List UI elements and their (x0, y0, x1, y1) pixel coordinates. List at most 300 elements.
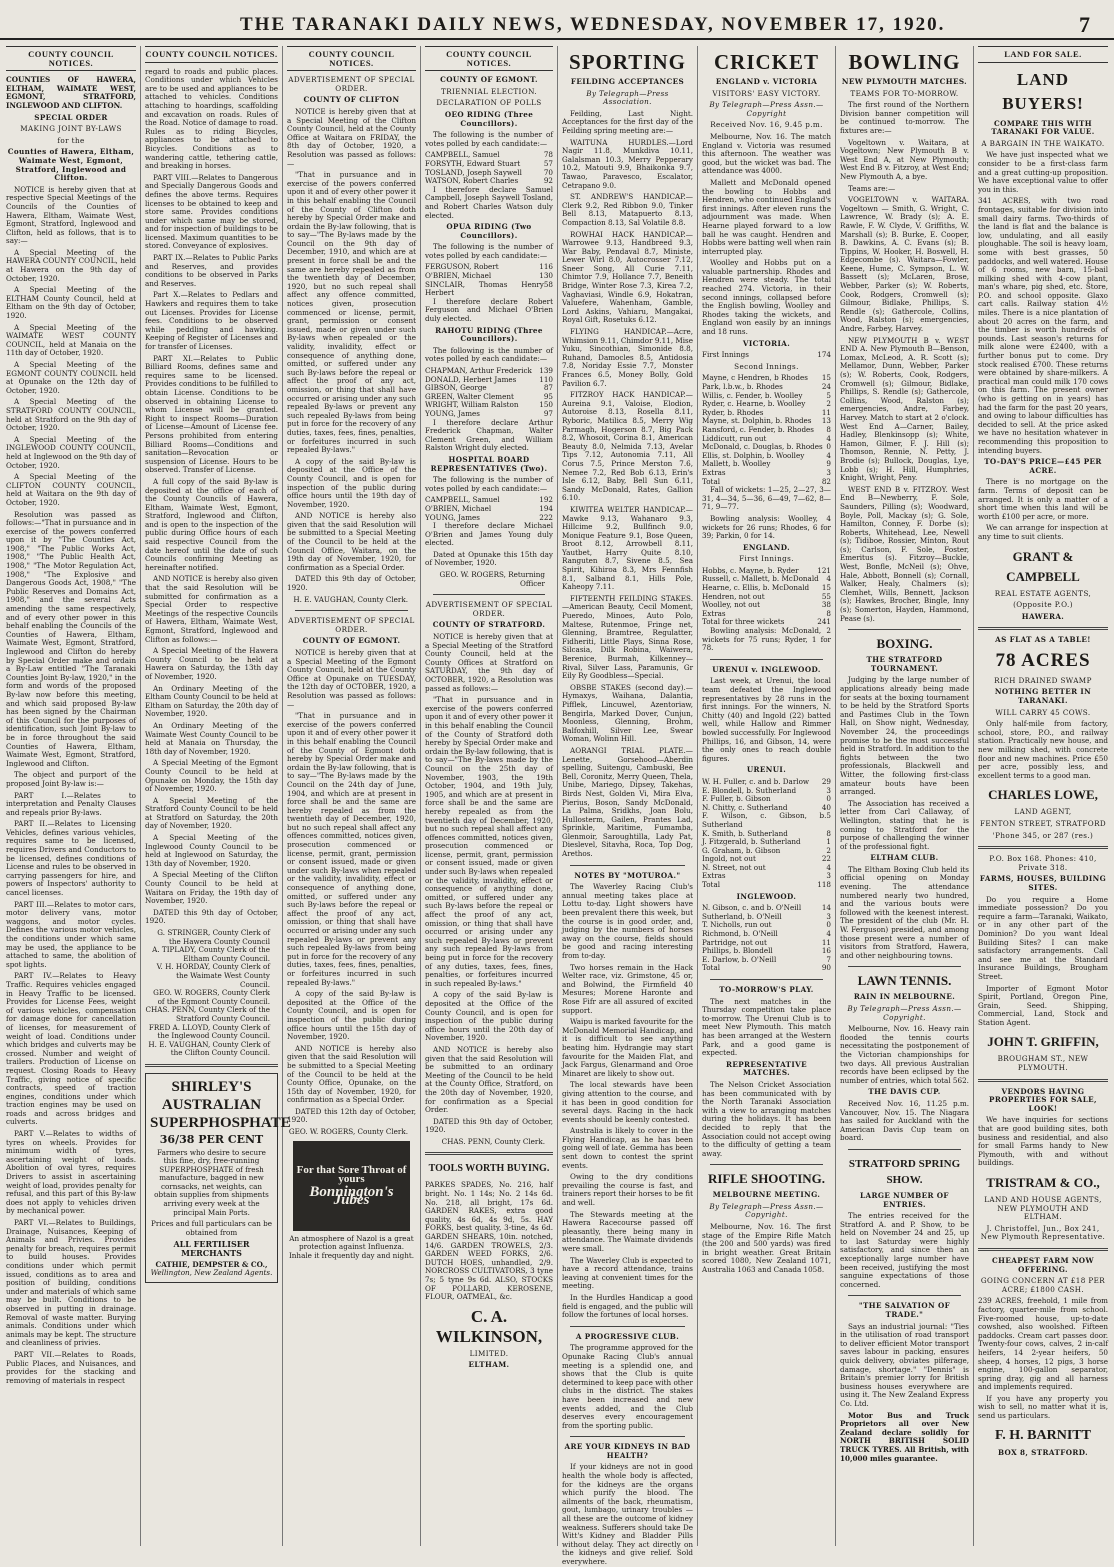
lowe-1: LAND AGENT, (1014, 807, 1072, 817)
col4-r2d: I therefore declare Robert Ferguson and Michael O'Brien duly elected. (425, 296, 553, 324)
eltham-text: The Eltham Boxing Club held its official opening on Monday evening. The attendance numbered nearly two hundred, and the various bouts were followed with the keenest interest. The president of the club (Mr. H. W. Ferguson) presided, and among those present were a number of visitors from Stratford, Hawera, and other neighbouring towns. (840, 864, 969, 960)
column-1 (2, 46, 141, 1546)
runs: 15 (821, 583, 831, 593)
bowling-club: NEW PLYMOUTH B v. WEST END A. New Plymouth B—Benson, Lomax, McLeod, A. R. Scott (s); Mellamor, Dunn, Webber, Parker (s); W. Roberts, Cook, Rodgers, Cromwell (s); Gilmour, Bidlake, Phillips, S. Rendle (s); Gathercole, Collins, Wood, Ralston (s); emergencies, Andre, Farbey, Harvey. Match to start at 2 o'clock. West End A—Carner, Bailey, Hadley, Blenkinsopp (s); White, Hamon, Gilmer, F. J. Hill (s); Thomson, Rennie, N. Petty, J. Brodie (s); Bullock, Douglas, Lye, Lobb (s); H. Hill, Humphries, Knight, Wright, Peny. (840, 335, 969, 483)
vote-count: 130 (539, 271, 553, 281)
col1-resolution: Resolution was passed as follows:—"That in pursuance and in exercise of the powers conferred upon it by "The Counties Act, 1908," "The Public Works Act, 1908," "The Public Health Act, 1908," "The Motor Regulation Act, 1908," "The Explosive and Dangerous Goods Act, 1908," "The Public Reserves and Domains Act, 1908," and the several Acts amending the same respectively, and of every other power in this behalf enabling the Councils of the Counties of Hawera, Eltham, Waimate West, Egmont, Stratford, Inglewood and Clifton do hereby by Special Order make and ordain a By-Law entitled "The Taranaki Counties Joint By-law, 1920," in the form and words of the proposed By-law now before this meeting, and which said proposed By-law has been signed by the Chairman of this Council for the purposes of identification, such Joint By-law to be in force throughout the said Counties of Hawera, Eltham, Waimate West, Egmont, Stratford, Inglewood and Clifton. (6, 509, 136, 768)
runs: 40 (821, 802, 831, 812)
signature: H. E. VAUGHAN, County Clerk of the Clifton County Council. (148, 1039, 270, 1058)
vote-count: 150 (539, 400, 553, 410)
lawn-text: Melbourne, Nov. 16. Heavy rain flooded the tennis courts necessitating the postponement of the Victorian championships for two days. All previous Australian records have been eclipsed by the number of entries, which total 562. (840, 1024, 969, 1085)
po-box: P.O. Box 168. Phones: 410, Private 318. (989, 854, 1097, 872)
column-5 (558, 46, 698, 1566)
column-4 (421, 46, 558, 1546)
runs: 7 (826, 954, 831, 964)
sport-para: KIWITEA WELTER HANDICAP.—Mawke 9.13, Wahanaro 9.3, Hillcime 9.2, Bullfinch 9.0, Monique Feature 9.1, Bose Queen, Broot 8.12, Arrowbell 8.11, Yautbet, Harry Quite 8.10, Ranguten 8.7, Sivene 8.5, Sea Spirit, Kihiroa 8.3, Mrs Fennfish 8.1, Salband 8.1, Hills Pole, Kaheopy 7.11. (562, 504, 693, 592)
land-p3: There is no mortgage on the farm. Terms of deposit can be arranged. It is only a matter of a short time when this land will be worth £100 per acre, or more. (978, 477, 1108, 521)
batsman: Hobbs, c. Mayne, b. Ryder (702, 565, 799, 575)
conf-item: A Special Meeting of the Inglewood County Council to be held at Inglewood on Saturday, the 13th day of November, 1920. (145, 833, 278, 868)
runs: 4 (826, 450, 831, 460)
land-p6: Do you require a Home immediate possession? Do you require a farm—Taranaki, Waikato, or in any other part of the Dominion? Do you want Ideal Building Sites? I can make satisfactory arrangements. Call and see me at the Standard Insurance Buildings, Brougham Street. (978, 894, 1108, 981)
batsman: F. Fuller, b. Gibson (702, 794, 771, 804)
lawn-heading: LAWN TENNIS. (857, 973, 952, 989)
col3-d1: DATED this 9th day of October, 1920. (287, 574, 416, 593)
col4-adv: ADVERTISEMENT OF SPECIAL ORDER. (425, 600, 553, 618)
farms-houses: FARMS, HOUSES, BUILDING SITES. (979, 874, 1107, 892)
part-item: PART VI.—Relates to Buildings, Drainage, Nuisances, Keeping of Animals and Privies. Provides penalty for breach, requires permit to build houses. Provides conditions under which permit issued, conditions as to area and position of building, conditions under and materials of which same may be built. Conditions to be observed in putting in drainage. Removal of waste matter. Burying animals. Conditions under which animals may be kept. The structure and cleanliness of privies. (6, 1218, 136, 1348)
vote-count: 116 (539, 262, 553, 272)
col4-cty: COUNTY OF STRATFORD. (432, 620, 546, 630)
votes-opua (425, 263, 553, 297)
bowling-intro: The first round of the Northern Division banner competition will be continued to-morrow. The fixtures are:— (840, 100, 969, 135)
bowling-fixtures: Vogeltown v. Waitara, at Vogeltown; New Plymouth B v. West End A, at New Plymouth; West End B v. Fitzroy, at West End; New Plymouth A, a bye. (840, 137, 969, 181)
column-8 (974, 46, 1112, 1546)
divider (978, 1079, 1108, 1082)
bowling-title: BOWLING (848, 50, 961, 74)
bowling-sub: NEW PLYMOUTH MATCHES. (841, 77, 968, 86)
runs: 4 (826, 862, 831, 872)
column-6 (698, 46, 836, 1546)
sport-para: ROWHAI HACK HANDICAP.—Warrowee 9.13, Handbreed 9.3, War Baby, Pendaval 8.7, Ministe, Lewer Wirl 8.0, Autocrosser 7.12, Sneer Song, All Curie 7.11, Chimtor 7.9, Hollance 7.7, Beneith Bridge, Winter Rose 7.3, Kirea 7.2, Vaghaviasi, Windle 6.9, Hokatran, Valuefere, Wahenham, Gamble, Lord Askins, Vahiaru, Mangakai, Royal Gift, Rosetuks 6.12. (562, 229, 693, 325)
votes-oeo (425, 151, 553, 185)
vendors-heading: VENDORS HAVING PROPERTIES FOR SALE, LOOK! (989, 1086, 1097, 1113)
cricket-by: By Telegraph—Press Assn.—Copyright (709, 100, 824, 118)
col2-copy: A full copy of the said By-law is deposited at the office of each of the County Councils of Hawera, Eltham, Waimate West, Egmont, Stratford, Inglewood and Clifton, and is open to the inspection of the public during Office hours of each said respective Council from the date hereof until the date of such Councils confirming Meeting as hereinafter notified. (145, 476, 278, 572)
meeting-item: A Special Meeting of the EGMONT COUNTY COUNCIL held at Opunake on the 12th day of October, 1920. (6, 360, 136, 395)
part-item: PART XI.—Relates to Public Billiard Rooms, defines same and requires same to be licensed. Provides conditions to be fulfilled to obtain License. Conditions to be observed in obtaining License to whom License will be granted. Right to inspect Rooms—Duration of License—Amount of License fee. Persons prohibited from entering Billiard Rooms—Conditions and sanitation—Revocation or suspension of License. Hours to be observed. Transfer of License. (145, 353, 278, 475)
vote-count: 110 (539, 374, 553, 384)
signature: GEO. W. ROGERS, County Clerk of the Egmont County Council. (153, 988, 270, 1006)
part-item: PART IX.—Relates to Public Parks and Reserves, and provides conditions to be observed in Parks and Reserves. (145, 253, 278, 288)
note-para: Two horses remain in the Hack Welter race, viz. Grimstone, 45 or, and Bolwind, the Firmfield 40 Mesures; Morene Haronte and Rose Fifr are all assured of excited support. (562, 962, 693, 1015)
candidate: CAMPBELL, Samuel (425, 495, 500, 505)
ad-merchants: ALL FERTILISER MERCHANTS (173, 1239, 250, 1259)
eltham-heading: ELTHAM CLUB. (870, 853, 939, 863)
show-text: The entries received for the Stratford A. and P. Show, to be held on November 24 and 25, up to last Saturday were highly satisfactory, and since then an exceptionally large number have been received, justifying the most sanguine expectations of those concerned. (840, 1211, 969, 1289)
land-p1: We have just inspected what we consider to be a first-class farm and a great cutting-up proposition. We have exceptional value to offer you in this. (978, 150, 1108, 194)
candidate: FORSYTH, Edward Stuart (425, 158, 521, 168)
col3-n2: NOTICE is hereby given that at a Special Meeting of the Egmont County Council, held at the County Office at Opunake on TUESDAY, the 12th day of OCTOBER, 1920, a Resolution was passed as follows:— (287, 648, 416, 709)
bargain-line: A BARGAIN IN THE WAIKATO. (981, 138, 1105, 148)
col3-c1: A copy of the said By-law is deposited at the Office of the County Council, and is open for inspection of the public during office hours until the 19th day of November, 1920. (287, 456, 416, 509)
vote-count: 78 (543, 150, 553, 160)
rep-heading: REPRESENTATIVE MATCHES. (725, 1059, 808, 1078)
score-row (702, 964, 831, 973)
bowling-club: WEST END B v. FITZROY. West End B—Newberry, F. Sole, Saunders, Pilling (s); Woodward, Boyle, Poll, Mackay (s); G. Sole, Hamilton, Conney, F. Dorbe (s); Roberts, Whitehead, Lee, Newell (s); Tidiboe, Rossier, Minton, Rout (s); Carlson, F. Sole, Foster, Emeritus (s). Fitzroy—Buckle, West, Bonfle, McNeil (s); Ohve, Hale, Abbott, Bonnell (s); Cornall, Walker, Healy, Chalmers (s); Clemhet, Wills, Bennett, Jackson (s); Hawkes, Brocher, Bingle, Inny (s); Somerton, Hayden, Hammond, Pease (s). (840, 484, 969, 623)
divider (425, 1152, 553, 1155)
land-buyers: LAND BUYERS! (1002, 69, 1084, 113)
land-p9: 239 ACRES, freehold, 1 mile from factory, quarter-mile from school. Five-roomed house, up-to-date cowshed, also woolshed. Fifteen paddocks. Cream cart passes door. Twenty-four cows, calves, 2 in-calf heifers, 14 2-year heifers, 50 sheep, 4 horses, 12 pigs, 3 horse engine, 100-gallon separator, spring dray, gig and all harness and implements required. (978, 1296, 1108, 1392)
lawn-by: By Telegraph—Press Assn.—Copyright. (847, 1004, 962, 1022)
lowe-2: FENTON STREET, STRATFORD (979, 819, 1107, 828)
col1-forthe: for the (57, 135, 85, 145)
batsman: Hearne, c. Ellis, b. McDonald (702, 583, 810, 593)
salvation-heading: "THE SALVATION OF TRADE." (858, 1301, 951, 1320)
candidate: WATSON, Robert Charles (425, 176, 519, 186)
signature: A. TIPLADY, County Clerk of the Eltham County Council. (152, 945, 270, 963)
divider (978, 846, 1108, 849)
runs: 4 (826, 929, 831, 939)
col3-adv2: ADVERTISEMENT OF SPECIAL ORDER. (288, 616, 415, 634)
col4-n: NOTICE is hereby given that at a Special Meeting of the Stratford County Council, held at the County Offices at Stratford on SATURDAY, the 9th day of OCTOBER, 1920, a Resolution was passed as follows:— (425, 632, 553, 693)
runs: 118 (817, 880, 831, 890)
part-item: Part X.—Relates to Pedlars and Hawkers and requires them to take out Licenses. Provides for License fees. Conditions to be observed while peddling and hawking. Keeping of Register of Licenses and for transfer of Licenses. (145, 290, 278, 351)
wilkinson-town: ELTHAM. (468, 1360, 510, 1370)
runs: 82 (821, 476, 831, 486)
col3-n1: NOTICE is hereby given that at a Special Meeting of the Clifton County Council, held at the County Office at Waitara on FRIDAY, the 8th day of October, 1920, a Resolution was passed as follows:— (287, 106, 416, 168)
land-p4: We can arrange for inspection at any time to suit clients. (978, 523, 1108, 541)
batsman: Ryder, b. Rhodes (702, 407, 764, 417)
divider (570, 1326, 685, 1327)
signature: GEO. W. ROGERS, Returning Officer (439, 570, 545, 588)
score-row (702, 351, 831, 360)
show-heading: STRATFORD SPRING SHOW. (848, 1157, 961, 1186)
col4-votes-note: The following is the number of votes polled by each candidate:— (425, 475, 553, 493)
conf-item: A Special Meeting of the Stratford County Council to be held at Stratford on Saturday, the 20th day of November, 1920. (145, 795, 278, 831)
runs: 14 (821, 903, 831, 913)
tools-heading: TOOLS WORTH BUYING. (428, 1163, 550, 1175)
sporting-by: By Telegraph—Press Association. (586, 88, 669, 107)
divider (710, 979, 823, 980)
cows: WILL CARRY 45 COWS. (995, 707, 1091, 717)
batsman: N. Gibson, c. and b. O'Neill (702, 903, 802, 913)
grant-campbell: GRANT & CAMPBELL (1006, 548, 1080, 584)
runs: 29 (821, 776, 831, 786)
kidney-heading: ARE YOUR KIDNEYS IN BAD HEALTH? (564, 1442, 691, 1460)
acres-sub: RICH DRAINED SWAMP (994, 675, 1092, 685)
note-para: Australia is likely to cover in the Flying Handicap, as he has been going well of late. Gemma has been sent down to contest the sprint events. (562, 1126, 693, 1170)
conf-item: An Ordinary Meeting of the Eltham County Council to be held at Eltham on Saturday, the 20th day of November, 1920. (145, 683, 278, 719)
batsman: Ingold, not out (702, 854, 756, 864)
col3-a2: AND NOTICE is hereby also given that the said Resolution will be submitted to a Special Meeting of the Council to be held at the County Office, Opunake, on the 15th day of November, 1920, for confirmation as a Special Order. (287, 1043, 416, 1105)
divider (145, 1064, 278, 1067)
ad-percent: 36/38 PER CENT (159, 1132, 264, 1146)
runs: 3 (826, 785, 831, 795)
col3-heading: COUNTY COUNCIL NOTICES. (287, 46, 416, 71)
jubes-ad-brand: Bonnington's Jubes (309, 1183, 394, 1209)
divider (570, 1436, 685, 1437)
jubes-ad-image (293, 1141, 410, 1231)
col4-oeo: OEO RIDING (Three Councillors). (444, 109, 534, 128)
columns (2, 46, 1112, 1566)
part-item: PART VIII.—Relates to Dangerous and Specially Dangerous Goods and defines the above terms. Requires licenses to be obtained to keep and store same. Provides conditions under which same may be stored, and for inspection of buildings to be licensed. Maximum quantities to be stored. Conveyance of explosives. (145, 172, 278, 251)
eng-bowling: Bowling analysis: McDonald, 2 wickets for 75 runs; Ryder, 1 for 78. (702, 626, 831, 653)
runs: 0 (826, 442, 831, 452)
masthead (0, 14, 1114, 40)
vic-heading: VICTORIA. (742, 338, 791, 348)
batsman: Russell, c. Mallett, b. McDonald (702, 574, 819, 584)
signature: G. STRINGER, County Clerk of the Hawera County Council (157, 928, 270, 946)
batsman: G. Graham, b. Gibson (702, 845, 781, 855)
note-para: The Stewards meeting at the Hawera Racecourse passed off pleasantly, there being many in attendance. The Waimate dividends were small. (562, 1209, 693, 1253)
batsman: Phillips, b. Blondell (702, 946, 773, 956)
batsman: Richmond, b. O'Neill (702, 929, 778, 939)
fall-of-wickets: Fall of wickets: 1—25, 2—27, 3—31, 4—34, 5—36, 6—49, 7—62, 8—71, 9—77. (702, 485, 831, 512)
divider (848, 1295, 961, 1296)
candidate: YOUNG, James (425, 408, 480, 418)
votes-hospital (425, 496, 553, 522)
urenui-scores (702, 778, 831, 890)
batsman: Total (702, 476, 721, 486)
col4-declaration: DECLARATION OF POLLS (436, 98, 542, 108)
batsman: Partridge, not out (702, 937, 767, 947)
col4-votes-note: The following is the number of votes polled by each candidate:— (425, 345, 553, 364)
col3-c2: A copy of the said By-law is deposited at the Office of the County Council, and is open for inspection of the public during office hours until the 15th day of November, 1920. (287, 989, 416, 1042)
jubes-ad-line1: For that Sore Throat of yours (296, 1164, 407, 1186)
cricket-title: CRICKET (713, 50, 820, 74)
runs: 55 (821, 591, 831, 601)
note-para: The Waverley Racing Club's annual meeting takes place at Lottu to-day. Light showers have been prevalent there this week, but the course is in good order, and, judging by the numbers of horses away on the course, fields should be good and racing interesting from to-day. (562, 882, 693, 960)
eng-innings (702, 567, 831, 627)
candidate: FERGUSON, Robert (425, 262, 499, 272)
vote-row (425, 281, 553, 298)
kidney-text: If your kidneys are not in good health the whole body is affected, for the kidneys are the organs which purify the blood. The ailments of the back, rheumatism, gout, lumbago, urinary troubles — all these are the outcome of kidney weakness. Sufferers should take De Witt's Kidney and Bladder Pills without delay. They act directly on the kidneys and give relief. Sold everywhere. (562, 1462, 693, 1566)
signature: V. H. HORDAY, County Clerk of the Waimate West County Council. (156, 962, 270, 989)
col4-votes-note: The following is the number of votes polled by each candidate:— (425, 242, 553, 260)
sporting-title: SPORTING (569, 50, 686, 74)
sport-para: ST. ANDREW'S HANDICAP.—Clerk 9.2, Red Ribbon 9.0, Tinker Bell 8.13, Matapuerto 8.13, Compaction 8.13, Sal Volatile 8.8. (562, 192, 693, 227)
vote-count: 87 (543, 383, 553, 393)
vic-second-heading: Second Innings. (734, 361, 799, 371)
vote-count: 194 (539, 503, 553, 513)
urenui-para: Last week, at Urenui, the local team defeated the Inglewood representatives by 28 runs in the first innings. For the winners, N. Chitty (40) and Ingold (22) batted well, while Hallow and Rimmer bowled successfully. For Inglewood Phillips, 16, and Gibson, 14, were the only ones to reach double figures. (702, 676, 831, 763)
col1-special: SPECIAL ORDER (34, 112, 108, 122)
rifle-by: By Telegraph—Press Assn.—Copyright. (709, 1201, 824, 1220)
sport-para: OBSBE STAKES (second day).—Hymaxys, Waihana, Dalantia, Pifflek, Lincuwel, Azentoriaw, Bengirla, Marked Dover, Cunjun, Moonless, Glenning, Brohm, Balfoxhill, Silver Lee, Swear Woman, Wolinn Hill. (562, 682, 693, 744)
vote-count: 95 (543, 391, 553, 401)
batsman: N. Street, not out (702, 862, 766, 872)
batsman: Mayne, c Hendren, b Rhodes (702, 373, 808, 383)
col4-hospital: HOSPITAL BOARD REPRESENTATIVES (Two). (430, 454, 548, 473)
runs: 2 (826, 845, 831, 855)
col4-county: COUNTY OF EGMONT. (440, 75, 538, 85)
meeting-item: A Special Meeting of the INGLEWOOD COUNTY COUNCIL, held at Inglewood on the 9th day of October, 1920. (6, 434, 136, 470)
col3-q2: "That in pursuance and in exercise of the powers conferred upon it and of every other power it in this behalf enabling the Council of the County of Egmont doth hereby by Special Order make and ordain the By-law following, that is to say—"The By-laws made by the Council on the 24th day of June, 1904, and which are at present in force shall be and the same are hereby repealed as from the twentieth day of December, 1920, but no such repeal shall affect any offences committed, notices given, prosecution commenced or license, permit, grant, permission or consent issued, made or given under such By-laws when repealed or the validity, invalidity, effect or consequence of anything done, omitted, or suffered under any such By-laws before the repeal or affect the proof of any act, omission, or thing that shall have occurred or arising under any such repealed By-laws or prevent any such repealed By-laws from being put in force for the recovery of any duties, taxes, fees, fines, penalties, or forfeitures incurred in such repealed By-laws." (287, 711, 416, 987)
col3-adv1: ADVERTISEMENT OF SPECIAL ORDER. (288, 75, 415, 93)
score-row (702, 956, 831, 965)
batsman: Sutherland, b. O'Neill (702, 911, 782, 921)
batsman: Liddicutt, run out (702, 433, 767, 443)
col1-heading: COUNTY COUNCIL NOTICES. (6, 46, 136, 71)
divider (978, 627, 1108, 630)
col2-heading: COUNTY COUNCIL NOTICES. (145, 46, 278, 63)
signature: GEO. W. ROGERS, County Clerk. (288, 1127, 408, 1137)
grant-campbell-2: (Opposite P.O.) (1013, 600, 1073, 610)
signature: CHAS. PENN, County Clerk of the Stratford County Council. (145, 1005, 270, 1023)
masthead-title: THE TARANAKI DAILY NEWS, WEDNESDAY, NOVEMBER 17, 1920. (240, 14, 946, 35)
vote-count: 139 (539, 366, 553, 375)
cricket-para: Mallett and McDonald opened the bowling to Hobbs and Hendren, who continued England's first innings. After eleven runs the adjournment was made. When Hearne played forward to a low ball he was caught. Hendren and Hobbs were batting well when rain interrupted play. (702, 177, 831, 256)
col3-q1: "That in pursuance and in exercise of the powers conferred upon it and of every other power it in this behalf enabling the Council of the County of Clifton doth hereby by Special Order make and ordain the By-law following, that is to say—"The By-laws made by the Council on the 9th day of December, 1910, and which are at present in force shall be and the same are hereby repealed as from the twentieth day of December, 1920, but no such repeal shall affect any offence committed, notices given, prosecution commenced or license, permit, grant, permission or consent issued, made or given under such By-laws when repealed or the validity, invalidity, effect or consequence of anything done, omitted, or suffered under any such By-laws before the repeal or affect the proof of any act, omission, or thing that shall have occurred or arising under any such repealed By-laws or prevent any such repealed By-laws from being put in force for the recovery of any duties, taxes, fees, fines, penalties, or forfeitures incurred in such repealed By-laws." (287, 170, 416, 455)
cheapest-farm: CHEAPEST FARM NOW OFFERING. (992, 1255, 1094, 1274)
batsman: F. Wilson, c. Gibson, b. Sutherland (702, 811, 827, 829)
part-item: PART III.—Relates to motor cars, motor delivery vans, motor waggons, and motor cycles. Defines the various motor vehicles, the conditions under which same may be used, the appliance to be attached to same, the abolition of spot lights. (6, 899, 136, 969)
divider (433, 594, 545, 595)
grant-campbell-1: REAL ESTATE AGENTS, (994, 588, 1092, 598)
col3-county2: COUNTY OF EGMONT. (302, 636, 401, 646)
divider (710, 659, 823, 660)
col4-opua: OPUA RIDING (Two Councillors). (446, 222, 532, 240)
tomorrow-heading: TO-MORROW'S PLAY. (719, 985, 814, 994)
batsman: Extras (702, 467, 726, 477)
batsman: McDonald, c. Douglas, b. Rhodes (702, 442, 823, 452)
divider (848, 629, 961, 630)
col4-c: A copy of the said By-law is deposited at the Office of the County Council, and is open for inspection of the public during office hours until the 20th day of November, 1920. (425, 990, 553, 1043)
meeting-item: A Special Meeting of the ELTHAM County Council, held at Eltham on the 9th day of October, 1920. (6, 285, 136, 321)
batsman: Ransford, c. Fender, b. Rhodes (702, 424, 814, 434)
runs: 16 (821, 946, 831, 956)
batsman: K. Smith, b. Sutherland (702, 828, 788, 838)
candidate: GREEN, Walter Clement (425, 391, 514, 401)
vote-count: 92 (543, 176, 553, 186)
progressive-heading: A PROGRESSIVE CLUB. (575, 1331, 680, 1341)
col1-joint: MAKING JOINT BY-LAWS (20, 124, 122, 134)
column-7 (836, 46, 974, 1546)
bowling-sub2: TEAMS FOR TO-MORROW. (850, 88, 959, 98)
bowling-teams-label: Teams are:— (848, 183, 896, 193)
boxing-para: Judging by the large number of applications already being made for seats at the boxing tournament to be held by the Stratford Sports and Pastimes Club in the Town Hall, on Show night, Wednesday, November 24, the proceedings promise to be the most successful held in Stratford. In addition to the fights between the two professionals, Blackwell and Witter, the following first-class amateur bouts have been arranged. (840, 675, 969, 797)
note-para: The Waverley Club is expected to have a record attendance, trains leaving at convenient times for the meeting. (562, 1255, 693, 1291)
land-p5: Only half-mile from factory, school, store, P.O., and railway station. Practically new house, and new milking shed, with concrete floor and new machines. Price £50 per acre, possibly less, and excellent terms to a good man. (978, 719, 1108, 780)
column-3 (283, 46, 421, 1546)
griffin-addr: BROUGHAM ST., NEW PLYMOUTH. (997, 1054, 1089, 1073)
runs: 5 (826, 811, 831, 821)
meeting-item: A Special Meeting of the HAWERA COUNTY COUNCIL, held at Hawera on the 9th day of October, 1920. (6, 247, 136, 283)
todays-price: TO-DAY'S PRICE—£45 PER ACRE. (984, 457, 1102, 475)
runs: 3 (826, 467, 831, 477)
batsman: N. Chitty, c. Sutherland (702, 802, 788, 812)
sport-para: FITZROY HACK HANDICAP.—Aureina 9.1, Valoise, Elodion, Autoroise 8.13, Rosella 8.11, Ryboric, Matilica 8.5, Merry Wig Parmagh, Hogerson 8.7, Big Pack 8.2, Whosoit, Corina 8.1, American Beauty 8.0, Nelmida 7.13, Avelar Tips 7.12, Autonomia 7.11, All Corus 7.5, Prince Merston 7.6, Nemee 7.2, Red Bob 6.13, Erin's Isle 6.12, Baby, Bell Sun 6.11, Sandy McDonald, Rates, Gallion 6.10. (562, 390, 693, 503)
batsman: E. Darlow, b. O'Neill (702, 954, 777, 964)
cricket-para: Melbourne, Nov. 16. The match England v. Victoria was resumed this afternoon. The weather was good, but the wicket was bad. The attendance was 4000. (702, 131, 831, 176)
batsman: Extras (702, 608, 726, 618)
col2-dated: DATED this 9th day of October, 1920. (145, 907, 278, 926)
divider (848, 1149, 961, 1150)
sport-para: WAITUNA HURDLES.—Lord Nagir 11.8, Munkdiva 10.11, Galalsman 10.3, Merry Pepperary 10.2, Matouti 9.9, Bhaikonka 9.7, Tawao, Paravesco, Escalator, Cetrapano 9.0. (562, 137, 693, 190)
batsman: Mayne, st. Dolphin, b. Rhodes (702, 416, 812, 426)
ad-agent: CATHIE, DEMPSTER & CO., (155, 1259, 268, 1269)
eng-sub: First Innings. (739, 554, 794, 564)
cricket-sub2: VISITORS' EASY VICTORY. (712, 88, 821, 98)
boxing-sub: THE STRATFORD TOURNAMENT. (866, 655, 943, 673)
batsman: Total (702, 963, 721, 973)
ad-body2: Prices and full particulars can be obtained from (150, 1219, 273, 1237)
bowling-club: VOGELTOWN v. WAITARA. Vogeltown — Smith, G. Wright, C. Lawrence, W. Brady (s); A. E. Rawle, F. W. Clyde, V. Griffiths, W. Marshall (s); B. Burke, E. Cooper, B. Dawkins, A. C. Evans (s); B. Tippins, W. Hooker, H. Boswell, H. Edgecombe (s). Waitara—Fowler, Keene, Hume, C. Sympson, L. W. Bassett (s); McLaren, Brose, Webber, Parker (s); W. Roberts, Cook, Rodgers, Cromwell (s); Gilmour, Bidlake, Phillips, S. Rendle (s); Gathercole, Collins, Wood, Ralston (s); emergencies, Andre, Farbey, Harvey. (840, 195, 969, 334)
divider (295, 610, 408, 611)
rep-text: The Nelson Cricket Association has been communicated with by the North Taranaki Association with a view to arranging matches during the holidays. It has been decided to reply that the Association could not accept owing to the difficulty of getting a team away. (702, 1079, 831, 1158)
vote-count: 70 (543, 167, 553, 177)
runs: 9 (826, 459, 831, 469)
col4-a: AND NOTICE is hereby also given that the said Resolution will be submitted to an ordinary Meeting of the Council to be held at the County Office, Stratford, on the 20th day of November, 1920, for confirmation as a Special Order. (425, 1044, 553, 1115)
runs: 3 (826, 871, 831, 881)
bowling-analysis: Bowling analysis: Woolley, 4 wickets for 26 runs; Rhodes, 6 for 39; Parkin, 0 for 14. (702, 513, 831, 541)
batsman: Extras (702, 871, 726, 881)
land-p10: If you have any property you wish to sell, no matter what it is, send us particulars. (978, 1393, 1108, 1421)
vote-count: 222 (539, 512, 553, 522)
col1-notice: NOTICE is hereby given that at respective Special Meetings of the Councils of the Counties of Hawera, Eltham, Waimate West, Egmont, Stratford, Inglewood and Clifton, held as follows, that is to say:— (6, 184, 136, 246)
runs: 38 (821, 600, 831, 610)
col2-cont: regard to roads and public places. Conditions under which Vehicles are to be used and appliances to be attached to vehicles. Conditions attaching to hoardings, scaffolding and excavation on roads. Rules of the Road. Notice of damage to road. Rules as to riding Bicycles, appliances to be attached to Bicycles. Conditions as to wandering cattle, tethering cattle, and breaking in horses. (145, 66, 278, 171)
col3-county1: COUNTY OF CLIFTON (303, 95, 400, 105)
batsman: Total for three wickets (702, 617, 785, 627)
runs: 15 (821, 373, 831, 383)
tristram-1: LAND AND HOUSE AGENTS, NEW PLYMOUTH AND ELTHAM. (984, 1195, 1102, 1222)
runs: 24 (821, 382, 831, 391)
batsman: Park, l.b.w., b. Rhodes (702, 382, 783, 391)
col3-a1: AND NOTICE is hereby also given that the said Resolution will be submitted to a Special Meeting of the Council to be held at the Council Office, Waitara, on the 19th day of November, 1920, for confirmation as a Special Order. (287, 511, 416, 572)
candidate: GIBSON, George (425, 383, 487, 393)
score-row (702, 881, 831, 890)
boxing-para: The Association has received a letter from Carl Callaway, of Wellington, stating that he is coming to Stratford for the purpose of challenging the winner of the professional fight. (840, 798, 969, 851)
col1-counties: Counties of Hawera, Eltham, Waimate West, Egmont, Stratford, Inglewood and Clifton. (7, 147, 135, 183)
vote-count: 97 (543, 408, 553, 418)
candidate: YOUNG, James (425, 512, 480, 522)
runs: 11 (821, 937, 831, 947)
runs: 22 (821, 854, 831, 864)
urenui-heading: URENUI v. INGLEWOOD. (712, 664, 821, 674)
signature: FRED A. LLOYD, County Clerk of the Inglewood County Council. (148, 1022, 270, 1041)
col4-votes-note: The following is the number of votes polled by each candidate:— (425, 130, 553, 148)
conf-item: A Special Meeting of the Hawera County Council to be held at Hawera on Saturday, the 13th day of November, 1920. (145, 646, 278, 681)
tristram: TRISTRAM & CO., (986, 1175, 1100, 1190)
batsman: Total (702, 880, 721, 890)
superphosphate-ad (145, 1073, 291, 1283)
vic-first (702, 351, 831, 360)
barnitt-box: BOX 8, STRATFORD. (997, 1447, 1089, 1457)
batsman: Hendren, not out (702, 591, 765, 601)
divider (978, 1248, 1108, 1251)
progressive-text: The programme approved for the Opunake Racing Club's annual meeting is a splendid one, and shows that the Club is quite determined to keep pace with other clubs in the district. The stakes have been increased and new events added, and the Club deserves every encouragement from the sporting public. (562, 1343, 693, 1430)
meeting-item: A Special Meeting of the WAIMATE WEST COUNTY COUNCIL, held at Manaia on the 11th day of October, 1920. (6, 322, 136, 358)
compare-line: COMPARE THIS WITH TARANAKI FOR VALUE. (991, 118, 1095, 137)
vote-count: 57 (543, 158, 553, 168)
barnitt: F. H. BARNITT (995, 1427, 1091, 1443)
rifle-sub: MELBOURNE MEETING. (712, 1190, 821, 1200)
eng-heading: ENGLAND. (742, 542, 791, 552)
column-2 (141, 46, 291, 1546)
col4-rahotu: RAHOTU RIDING (Three Councillors). (435, 325, 543, 344)
runs: 0 (826, 794, 831, 804)
inglewood-scores (702, 904, 831, 973)
runs: 121 (817, 565, 831, 575)
motor-text: Motor Bus and Truck Proprietors all over New Zealand declare solidly for NORTH BRITISH SOLID TRUCK TYRES. All British, with 10,000 miles guarantee. (840, 1410, 969, 1463)
flat-table: AS FLAT AS A TABLE! (995, 635, 1091, 645)
candidate: WRIGHT, William Ralston (425, 400, 519, 410)
john-griffin: JOHN T. GRIFFIN, (987, 1034, 1099, 1050)
batsman: E. Blondell, b. Sutherland (702, 785, 797, 795)
part-item: PART IV.—Relates to Heavy Traffic. Requires vehicles engaged in Heavy Traffic to be licensed. Provides for License Fees, weight of various vehicles, compensation for damage done for cancellation of licenses, for measurement of weight of load. Conditions under which bridges and culverts may be crossed. Number and weight of trailers. Production of License on request. Closing Roads to Heavy Traffic, giving notice of specific contracts, speed of traction engines, conditions under which traction engines may be used on roads and across bridges and culverts. (6, 971, 136, 1127)
ad-title: SHIRLEY'S AUSTRALIAN SUPERPHOSPHATE (150, 1078, 291, 1131)
candidate: O'BRIEN, Michael (425, 503, 492, 513)
runs: 8 (826, 424, 831, 434)
runs: 4 (826, 433, 831, 443)
conf-item: A Special Meeting of the Clifton County Council to be held at Waitara on Friday, the 19th day of November, 1920. (145, 870, 278, 906)
wilkinson-name: C. A. WILKINSON, (435, 1306, 543, 1346)
sport-para: FIFTEENTH FEILDING STAKES.—American Beauty, Cecil Moment, Pueredo, Minoes, Auto Polo, Maltese, Rutenmoe, Fringe net, Glenning, Bramtree, Regulatter, Fidheriti, Little Plays, Sinna Rose, Silcasia, Dilk Robina, Waiwera, Berenice, Burmah, Kilkenney—Rival, Silver Lass, Paramunis, Gr Eily Ry Goodbless—Special. (562, 593, 693, 681)
runs: 11 (821, 407, 831, 417)
col4-dated: Dated at Opunake this 15th day of November, 1920. (425, 549, 553, 568)
land-heading: LAND FOR SALE. (978, 46, 1108, 63)
runs: 5 (826, 390, 831, 400)
batsman: T. Nicholls, run out (702, 920, 772, 930)
meeting-item: A Special Meeting of the STRATFORD COUNTY COUNCIL, held at Stratford on the 9th day of October, 1920. (6, 397, 136, 433)
col2-and: AND NOTICE is hereby also given that the said Resolution will be submitted for confirmation as a Special Order to respective Meetings of the respective Councils of Hawera, Eltham, Waimate West, Egmont, Stratford, Inglewood and Clifton as follows:— (145, 574, 278, 644)
batsman: J. Fitzgerald, b. Sutherland (702, 837, 801, 847)
notes-heading: NOTES BY "MOTUROA." (574, 870, 681, 880)
col4-d: DATED this 9th day of October, 1920. (425, 1116, 553, 1135)
sport-para: Feilding, Last Night. Acceptances for the first day of the Feilding spring meeting are:— (562, 108, 693, 135)
wilkinson-ltd: LIMITED. (469, 1348, 509, 1358)
